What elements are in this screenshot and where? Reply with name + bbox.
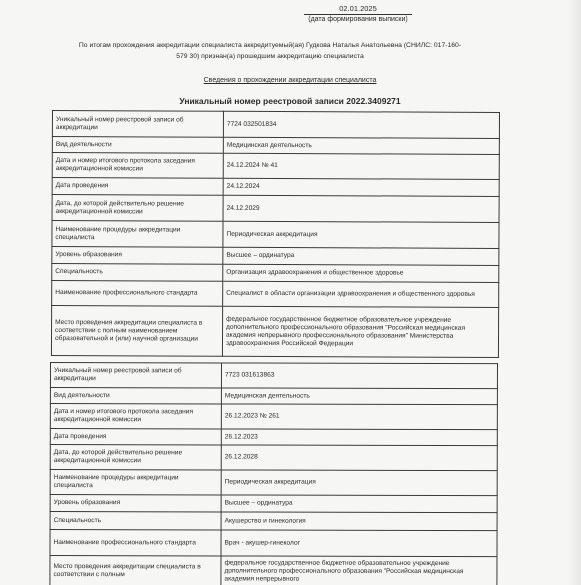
accreditation-record-table-2 xyxy=(49,362,498,585)
table-row xyxy=(52,264,499,283)
table-row xyxy=(50,556,497,585)
record-label: Уникальный номер реестровой записи об аккредитации xyxy=(52,111,223,138)
formation-date-block xyxy=(298,4,418,25)
record-label: Специальность xyxy=(52,264,223,282)
intro-line-1: По итогам прохождения аккредитации специалиста аккредитуемый(ая) Гудкова Наталья Анатольевна (СНИЛС: 017-160- xyxy=(78,42,462,49)
table-row xyxy=(52,247,499,266)
record-value: Высшее – ординатура xyxy=(223,247,499,265)
record-value: федеральное государственное бюджетное образовательное учреждение дополнительного профессионального образования "Российская медицинская академия непрерывного профессионального образования" Министерства здравоохранения Российской Федерации xyxy=(222,306,498,357)
record-value: 26.12.2028 xyxy=(221,445,497,471)
record-label: Дата проведения xyxy=(50,429,221,445)
table-row xyxy=(52,281,499,308)
record-label: Уникальный номер реестровой записи об аккредитации xyxy=(50,363,221,388)
record-label: Дата проведения xyxy=(52,178,223,196)
record-label: Дата и номер итогового протокола заседания аккредитационной комиссии xyxy=(50,404,221,429)
record-value: Врач - акушер-гинеколог xyxy=(221,530,497,557)
page-edge-shadow xyxy=(567,0,581,585)
table-row xyxy=(50,404,497,430)
record-value: Медицинская деятельность xyxy=(221,388,497,405)
record-value: 7724 032501834 xyxy=(223,111,499,138)
intro-paragraph xyxy=(50,40,490,62)
table-row xyxy=(50,445,497,471)
table-row xyxy=(52,111,499,139)
record-label: Место проведения аккредитации специалиста в соответствии с полным наименованием образовательной и (или) научной организации xyxy=(51,306,222,357)
record-label: Дата, до которой действительно решение аккредитационной комиссии xyxy=(52,195,223,222)
record-value: 26.12.2023 № 261 xyxy=(221,404,497,430)
record-value: федеральное государственное бюджетное образовательное учреждение дополнительного профессионального образования "Российская медицинская академия непрерывного xyxy=(221,556,497,585)
record-value: 7723 031613863 xyxy=(221,363,497,389)
record-value: Специалист в области организации здравоохранения и общественного здоровья xyxy=(223,281,499,307)
record-label: Наименование профессионального стандарта xyxy=(52,281,223,307)
record-value: Организация здравоохранения и общественное здоровье xyxy=(223,264,499,282)
record-label: Вид деятельности xyxy=(50,388,221,404)
record-label: Вид деятельности xyxy=(52,137,223,154)
record-label: Дата, до которой действительно решение аккредитационной комиссии xyxy=(50,445,221,470)
table-row xyxy=(52,178,499,197)
record-value: 24.12.2024 № 41 xyxy=(223,153,499,179)
table-row xyxy=(50,470,497,496)
record-value: Периодическая аккредитация xyxy=(223,221,499,248)
section-title: Сведения о прохождении аккредитации специалиста xyxy=(203,77,377,84)
table-row xyxy=(52,153,499,180)
intro-line-2: 579 30) признан(а) прошедшим аккредитацию специалиста xyxy=(176,53,364,60)
registry-number-heading: Уникальный номер реестровой записи 2022.3409271 xyxy=(179,96,401,106)
table-row xyxy=(50,429,497,446)
record-label: Наименование профессионального стандарта xyxy=(50,530,221,556)
record-label: Уровень образования xyxy=(52,247,223,265)
formation-date: 02.01.2025 xyxy=(339,4,377,13)
table-row xyxy=(50,512,497,531)
table-row xyxy=(52,195,499,223)
table-row xyxy=(50,363,497,389)
accreditation-record-table-1 xyxy=(51,110,500,358)
record-value: 24.12.2024 xyxy=(223,178,499,196)
table-row xyxy=(50,495,497,513)
formation-date-caption: (дата формирования выписки) xyxy=(308,16,408,23)
table-row xyxy=(51,306,498,358)
table-row xyxy=(50,530,497,557)
record-value: Периодическая аккредитация xyxy=(221,470,497,496)
record-label: Наименование процедуры аккредитации специалиста xyxy=(50,470,221,495)
table-row xyxy=(52,137,499,155)
record-label: Дата и номер итогового протокола заседания аккредитационной комиссии xyxy=(52,153,223,179)
record-value: Высшее – ординатура xyxy=(221,495,497,513)
record-label: Наименование процедуры аккредитации специалиста xyxy=(52,221,223,248)
record-value: 24.12.2029 xyxy=(223,195,499,222)
record-value: Акушерство и гинекология xyxy=(221,512,497,531)
table-row xyxy=(52,221,499,249)
record-label: Место проведения аккредитации специалиста в соответствии с полным xyxy=(50,556,221,585)
record-value: Медицинская деятельность xyxy=(223,137,499,154)
record-label: Специальность xyxy=(50,512,221,530)
record-value: 26.12.2023 xyxy=(221,429,497,446)
record-label: Уровень образования xyxy=(50,495,221,512)
table-row xyxy=(50,388,497,405)
